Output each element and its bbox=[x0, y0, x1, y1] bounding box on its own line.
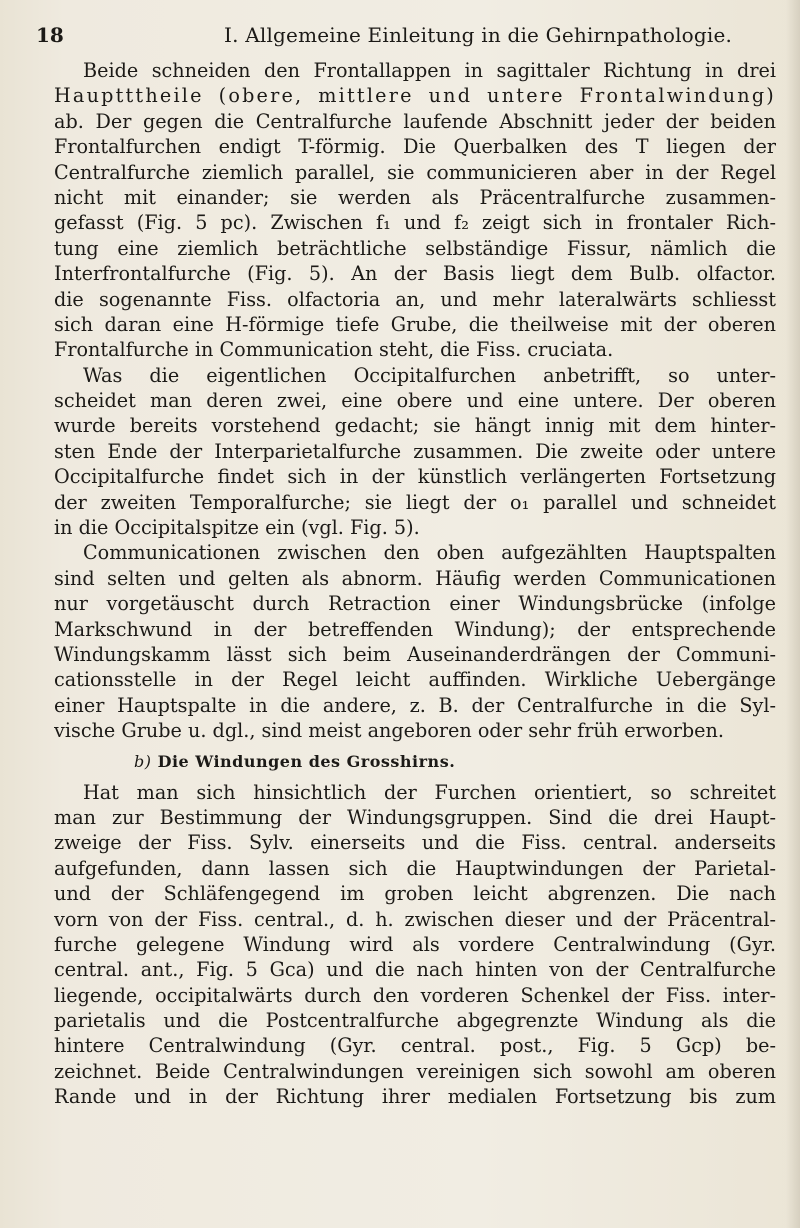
text-line: in die Occipitalspitze ein (vgl. Fig. 5). bbox=[54, 516, 420, 540]
text-line: Frontalfurche in Communication steht, die Fiss. cruciata. bbox=[54, 338, 614, 362]
text-line: Interfrontalfurche (Fig. 5). An der Basis liegt dem Bulb. olfactor. bbox=[54, 262, 776, 286]
text-line: ab. Der gegen die Centralfurche laufende Abschnitt jeder der beiden bbox=[54, 109, 776, 133]
paragraph-3 bbox=[54, 540, 776, 743]
text-line: und der Schläfengegend im groben leicht abgrenzen. Die nach bbox=[54, 882, 776, 906]
page-edge-shadow bbox=[786, 0, 800, 1228]
text-line: furche gelegene Windung wird als vordere Centralwindung (Gyr. bbox=[54, 932, 776, 956]
text-line: aufgefunden, dann lassen sich die Hauptwindungen der Parietal- bbox=[54, 856, 776, 880]
text-line: Markschwund in der betreffenden Windung); der entsprechende bbox=[54, 617, 776, 641]
text-line: die sogenannte Fiss. olfactoria an, und mehr lateralwärts schliesst bbox=[54, 287, 776, 311]
body-text bbox=[54, 58, 776, 1110]
paragraph-1 bbox=[54, 58, 776, 363]
page-number: 18 bbox=[36, 23, 64, 47]
text-line: sten Ende der Interparietalfurche zusammen. Die zweite oder untere bbox=[54, 439, 776, 463]
paragraph-2 bbox=[54, 363, 776, 541]
text-line: nicht mit einander; sie werden als Präcentralfurche zusammen- bbox=[54, 185, 776, 209]
text-line: Occipitalfurche findet sich in der künstlich verlängerten Fortsetzung bbox=[54, 465, 776, 489]
text-line: Hat man sich hinsichtlich der Furchen orientiert, so schreitet bbox=[83, 780, 776, 804]
subheading-title: Die Windungen des Grosshirns. bbox=[157, 751, 456, 771]
text-line: parietalis und die Postcentralfurche abgegrenzte Windung als die bbox=[54, 1009, 776, 1033]
text-line: hintere Centralwindung (Gyr. central. post., Fig. 5 Gcp) be- bbox=[54, 1034, 776, 1058]
text-line: Windungskamm lässt sich beim Auseinanderdrängen der Communi- bbox=[54, 642, 776, 666]
text-line: cationsstelle in der Regel leicht auffinden. Wirkliche Uebergänge bbox=[54, 668, 776, 692]
text-line: scheidet man deren zwei, eine obere und eine untere. Der oberen bbox=[54, 389, 776, 413]
text-line: Rande und in der Richtung ihrer medialen Fortsetzung bis zum bbox=[54, 1085, 776, 1109]
subheading-marker: b) bbox=[134, 751, 152, 771]
text-line: zweige der Fiss. Sylv. einerseits und die Fiss. central. anderseits bbox=[54, 831, 776, 855]
text-line: nur vorgetäuscht durch Retraction einer Windungsbrücke (infolge bbox=[54, 592, 776, 616]
running-title: I. Allgemeine Einleitung in die Gehirnpathologie. bbox=[224, 23, 733, 47]
text-line: Hauptttheile (obere, mittlere und untere Frontalwindung) bbox=[54, 84, 776, 108]
text-line: zeichnet. Beide Centralwindungen vereinigen sich sowohl am oberen bbox=[54, 1059, 776, 1083]
text-line: central. ant., Fig. 5 Gca) und die nach hinten von der Centralfurche bbox=[54, 958, 776, 982]
text-line: wurde bereits vorstehend gedacht; sie hängt innig mit dem hinter- bbox=[54, 414, 776, 438]
text-line: vorn von der Fiss. central., d. h. zwischen dieser und der Präcentral- bbox=[54, 907, 776, 931]
text-line: tung eine ziemlich beträchtliche selbständige Fissur, nämlich die bbox=[54, 236, 776, 260]
text-line: sind selten und gelten als abnorm. Häufig werden Communicationen bbox=[54, 566, 776, 590]
text-line: Beide schneiden den Frontallappen in sagittaler Richtung in drei bbox=[83, 59, 776, 82]
text-line: gefasst (Fig. 5 pc). Zwischen f₁ und f₂ zeigt sich in frontaler Rich- bbox=[54, 211, 776, 235]
text-line: der zweiten Temporalfurche; sie liegt der o₁ parallel und schneidet bbox=[54, 490, 776, 514]
text-line: einer Hauptspalte in die andere, z. B. der Centralfurche in die Syl- bbox=[54, 693, 776, 717]
text-line: Was die eigentlichen Occipitalfurchen anbetrifft, so unter- bbox=[83, 363, 776, 387]
text-line: Centralfurche ziemlich parallel, sie communicieren aber in der Regel bbox=[54, 160, 776, 184]
text-line: Frontalfurchen endigt T-förmig. Die Querbalken des T liegen der bbox=[54, 135, 776, 159]
text-line: liegende, occipitalwärts durch den vorderen Schenkel der Fiss. inter- bbox=[54, 983, 776, 1007]
text-line: Communicationen zwischen den oben aufgezählten Hauptspalten bbox=[83, 541, 776, 565]
text-line: man zur Bestimmung der Windungsgruppen. Sind die drei Haupt- bbox=[54, 805, 776, 829]
text-line: vische Grube u. dgl., sind meist angeboren oder sehr früh erworben. bbox=[54, 719, 724, 743]
section-subheading bbox=[54, 744, 776, 780]
text-line: sich daran eine H-förmige tiefe Grube, die theilweise mit der oberen bbox=[54, 312, 776, 336]
paragraph-4 bbox=[54, 780, 776, 1110]
page-header bbox=[36, 18, 776, 52]
